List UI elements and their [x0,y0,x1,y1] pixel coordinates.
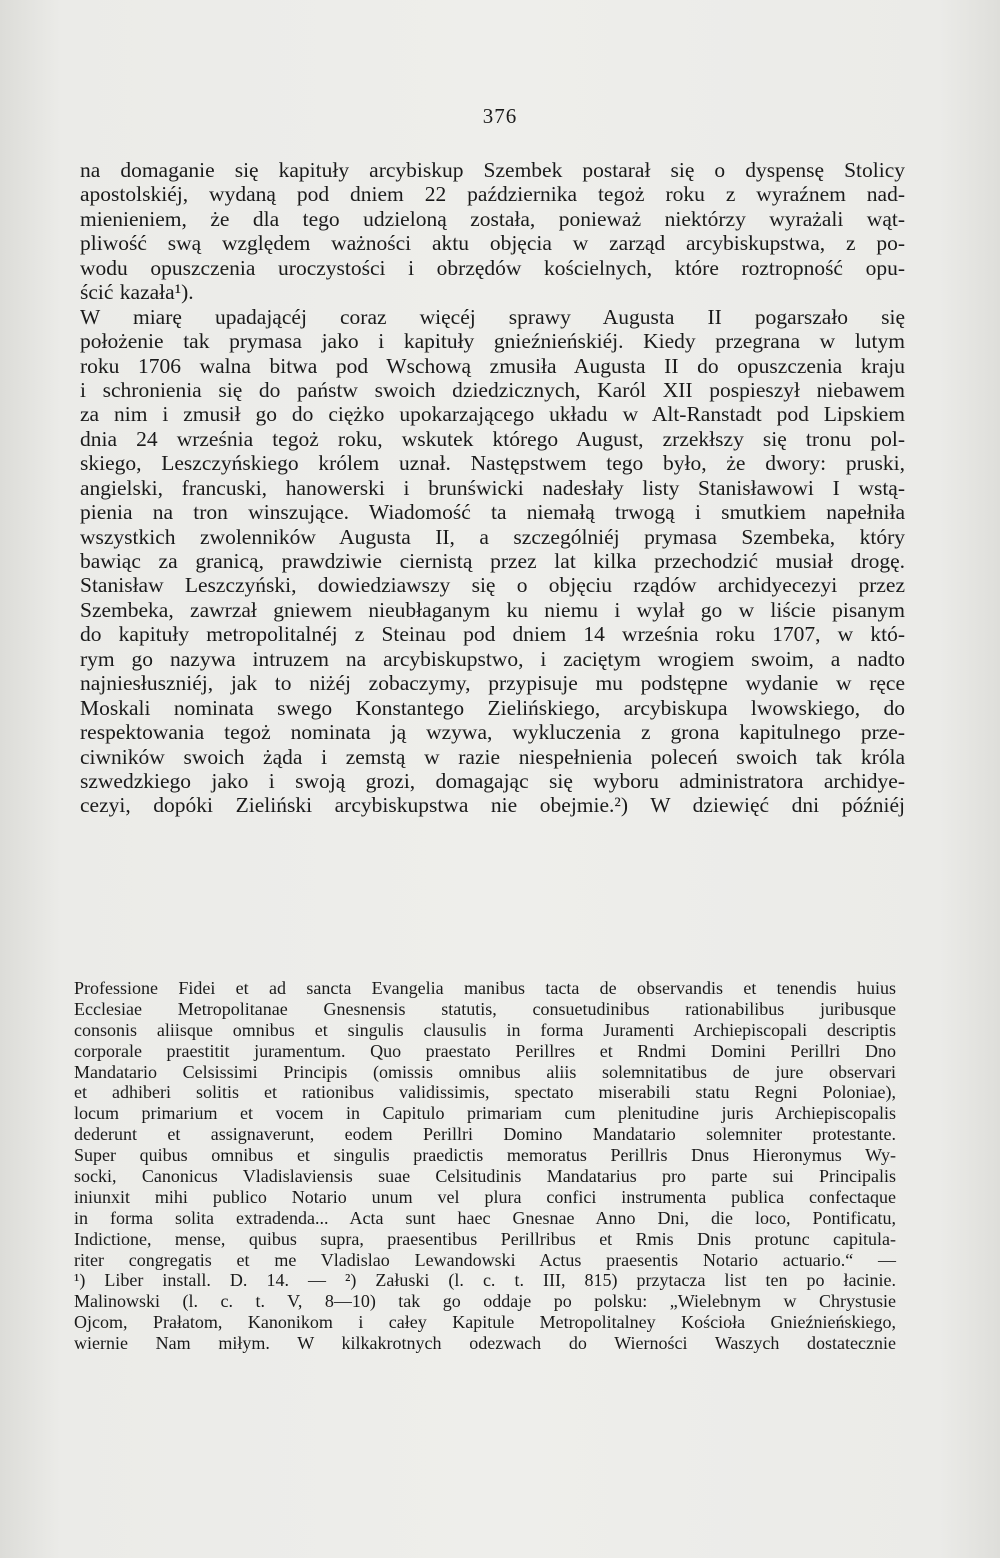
text-line: Moskali nominata swego Konstantego Zielińskiego, arcybiskupa lwowskiego, do [80,695,905,720]
text-line: mienieniem, że dla tego udzieloną została, ponieważ niektórzy wyrażali wąt- [80,206,905,231]
text-line: rym go nazywa intruzem na arcybiskupstwo, i zaciętym wrogiem swoim, a nadto [80,646,905,671]
text-line [80,305,905,329]
text-line: Szembeka, zawrzał gniewem nieubłaganym ku niemu i wylał go w liście pisanym [80,597,905,622]
footnote-line: wiernie Nam miłym. W kilkakrotnych odezwach do Wierności Waszych dostatecznie [74,1333,896,1354]
footnote-line: Super quibus omnibus et singulis praedictis memoratus Perillris Dnus Hieronymus Wy- [74,1145,896,1166]
text-line: za nim i zmusił go do ciężko upokarzającego układu w Alt-Ranstadt pod Lipskiem [80,402,905,427]
text-line: wszystkich zwolenników Augusta II, a szczególniéj prymasa Szembeka, który [80,524,905,549]
text-line: i schronienia się do państw swoich dziedzicznych, Karól XII pospieszył niebawem [80,377,905,402]
footnote-line: ¹) Liber install. D. 14. — ²) Załuski (l. c. t. III, 815) przytacza list ten po łacinie. [74,1270,896,1291]
footnote-line: corporale praestitit juramentum. Quo praestato Perillres et Rndmi Domini Perillri Dno [74,1040,896,1061]
text-line: pienia na tron winszujące. Wiadomość ta niemałą trwogą i smutkiem napełniła [80,500,905,525]
text-line: ciwników swoich żąda i zemstą w razie niespełnienia poleceń swoich tak króla [80,744,905,769]
text-line: położenie tak prymasa jako i kapituły gnieźnieńskiéj. Kiedy przegrana w lutym [80,329,905,354]
footnote-line: locum primarium et vocem in Capitulo primariam cum plenitudine juris Archiepiscopalis [74,1103,896,1124]
footnote-line: et adhiberi solitis et rationibus validissimis, spectato miserabili statu Regni Poloniae), [74,1082,896,1103]
footnotes [74,978,896,1354]
footnote-line: consonis aliisque omnibus et singulis clausulis in forma Juramenti Archiepiscopali descriptis [74,1019,896,1040]
footnote-line: Indictione, mense, quibus supra, praesentibus Perillribus et Rmis Dnis protunc capitula- [74,1228,896,1249]
footnote-line: in forma solita extradenda... Acta sunt haec Gnesnae Anno Dni, die loco, Pontificatu, [74,1207,896,1228]
text-line-content: W miarę upadającéj coraz więcéj sprawy Augusta II pogarszało się [80,304,905,329]
footnote-line: Ojcom, Prałatom, Kanonikom i całey Kapitule Metropolitalney Kościoła Gnieźnieńskiego, [74,1312,896,1333]
main-text [80,158,905,818]
text-line: do kapituły metropolitalnéj z Steinau pod dniem 14 września roku 1707, w któ- [80,622,905,647]
footnote-line: dederunt et assignaverunt, eodem Perillri Domino Mandatario solemniter protestante. [74,1124,896,1145]
footnote-line: Mandatario Celsissimi Principis (omissis omnibus aliis solemnitatibus de jure observari [74,1061,896,1082]
text-line: najniesłuszniéj, jak to niżéj zobaczymy, przypisuje mu podstępne wydanie w ręce [80,671,905,696]
page-number: 376 [482,104,518,128]
text-line: roku 1706 walna bitwa pod Wschową zmusiła Augusta II do opuszczenia kraju [80,353,905,378]
footnote-line: Professione Fidei et ad sancta Evangelia manibus tacta de observandis et tenendis huius [74,978,896,998]
footnote-line: riter congregatis et me Vladislao Lewandowski Actus praesentis Notario actuario.“ — [74,1249,896,1270]
text-line: pliwość swą względem ważności aktu objęcia w zarząd arcybiskupstwa, z po- [80,231,905,256]
text-line: dnia 24 września tegoż roku, wskutek którego August, zrzekłszy się tronu pol- [80,426,905,451]
text-line: angielski, francuski, hanowerski i brunświcki nadesłały listy Stanisławowi I wstą- [80,475,905,500]
text-line: szwedzkiego jako i swoją grozi, domagając się wyboru administratora archidye- [80,768,905,793]
text-line: Stanisław Leszczyński, dowiedziawszy się o objęciu rządów archidyecezyi przez [80,573,905,598]
text-line: cezyi, dopóki Zieliński arcybiskupstwa nie obejmie.²) W dziewięć dni późniéj [80,793,905,818]
footnote-line: Malinowski (l. c. t. V, 8—10) tak go oddaje po polsku: „Wielebnym w Chrystusie [74,1291,896,1312]
text-line: bawiąc za granicą, prawdziwie ciernistą przez lat kilka przechodzić musiał drogę. [80,549,905,573]
text-line: skiego, Leszczyńskiego królem uznał. Następstwem tego było, że dwory: pruski, [80,451,905,476]
text-line: na domaganie się kapituły arcybiskup Szembek postarał się o dyspensę Stolicy [80,158,905,182]
text-line: apostolskiéj, wydaną pod dniem 22 października tegoż roku z wyraźnem nad- [80,182,905,207]
text-line: wodu opuszczenia uroczystości i obrzędów kościelnych, które roztropność opu- [80,255,905,280]
footnote-line: Ecclesiae Metropolitanae Gnesnensis statutis, consuetudinibus rationabilibus juribusque [74,998,896,1019]
footnote-line: socki, Canonicus Vladislaviensis suae Celsitudinis Mandatarius pro parte sui Principalis [74,1166,896,1187]
text-line: respektowania tegoż nominata ją wzywa, wykluczenia z grona kapitulnego prze- [80,720,905,745]
text-line: ścić kazała¹). [80,280,194,305]
footnote-line: iniunxit mihi publico Notario unum vel plura confici instrumenta publica confectaque [74,1186,896,1207]
